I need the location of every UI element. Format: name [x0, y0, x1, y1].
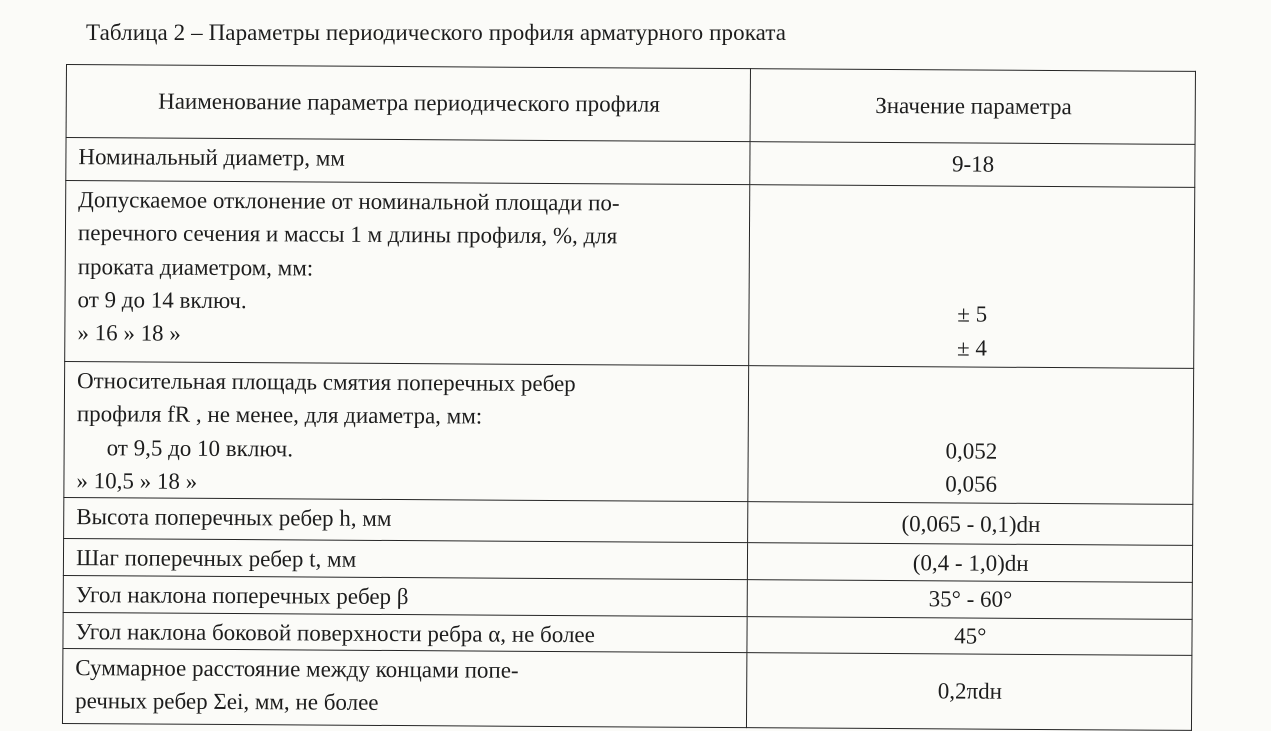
parameter-value-line: 45° [954, 623, 987, 649]
parameter-name-line: от 9 до 14 включ. [77, 287, 247, 314]
parameter-name [65, 181, 750, 366]
parameter-name-line: Номинальный диаметр, мм [78, 144, 345, 171]
parameter-value-line: (0,065 - 0,1)dн [901, 510, 1041, 537]
table-row [62, 649, 1191, 731]
header-parameter-name: Наименование параметра периодического профиля [66, 65, 750, 142]
parameter-value-line: ± 5 [957, 301, 988, 327]
table-row [64, 361, 1194, 504]
table-row [63, 612, 1192, 655]
parameter-value [749, 142, 1195, 188]
parameter-name-line: Высота поперечных ребер h, мм [76, 504, 392, 532]
parameter-value [747, 502, 1193, 546]
parameter-name-line: Угол наклона боковой поверхности ребра α, не более [75, 618, 595, 647]
parameter-name-line: Относительная площадь смятия поперечных ребер [76, 368, 576, 397]
parameter-value [747, 543, 1193, 583]
parameter-name-line: перечного сечения и массы 1 м длины профиля, %, для [77, 220, 618, 249]
parameter-name-line: Шаг поперечных ребер t, мм [75, 545, 357, 573]
parameter-name-line: Суммарное расстояние между концами попе- [75, 655, 519, 683]
parameter-value [746, 653, 1192, 731]
parameter-value [746, 616, 1192, 655]
table-row [65, 181, 1195, 369]
parameter-value-line: ± 4 [957, 335, 988, 361]
parameter-value-line: 35° - 60° [928, 586, 1013, 613]
parameter-name [62, 649, 746, 728]
parameter-value-line: 0,2πdн [937, 678, 1003, 705]
parameter-value [747, 366, 1193, 505]
parameter-name [64, 498, 748, 543]
parameter-name-line: проката диаметром, мм: [77, 253, 314, 281]
parameter-name-line: » 16 » 18 » [77, 320, 181, 347]
parameter-value-line: 0,052 [945, 438, 998, 464]
parameter-name [63, 576, 747, 617]
parameter-name-line: Допускаемое отклонение от номинальной площади по- [78, 187, 620, 216]
parameter-name [63, 539, 747, 580]
table-row [64, 498, 1193, 546]
parameter-name-line: Угол наклона поперечных ребер β [75, 582, 409, 610]
parameter-name-line: речных ребер Σei, мм, не более [75, 688, 379, 716]
table-header-row [66, 65, 1195, 145]
parameter-name-line: от 9,5 до 10 включ. [106, 434, 294, 462]
parameter-value-line: 9-18 [951, 151, 995, 177]
table-row [63, 576, 1192, 619]
table-caption: Таблица 2 – Параметры периодического профиля арматурного проката [86, 20, 787, 45]
parameter-name-line: » 10,5 » 18 » [76, 468, 198, 494]
parameter-value [747, 580, 1193, 619]
parameter-value [748, 185, 1195, 369]
parameter-name [64, 361, 748, 502]
parameter-name [66, 138, 750, 185]
parameter-name [63, 612, 747, 653]
parameter-name-line: профиля fR , не менее, для диаметра, мм: [76, 401, 483, 429]
parameter-value-line: (0,4 - 1,0)dн [912, 549, 1029, 576]
parameter-value-line: 0,056 [945, 471, 998, 497]
table-row [66, 138, 1195, 188]
header-parameter-value: Значение параметра [750, 69, 1196, 145]
parameters-table [62, 64, 1196, 731]
